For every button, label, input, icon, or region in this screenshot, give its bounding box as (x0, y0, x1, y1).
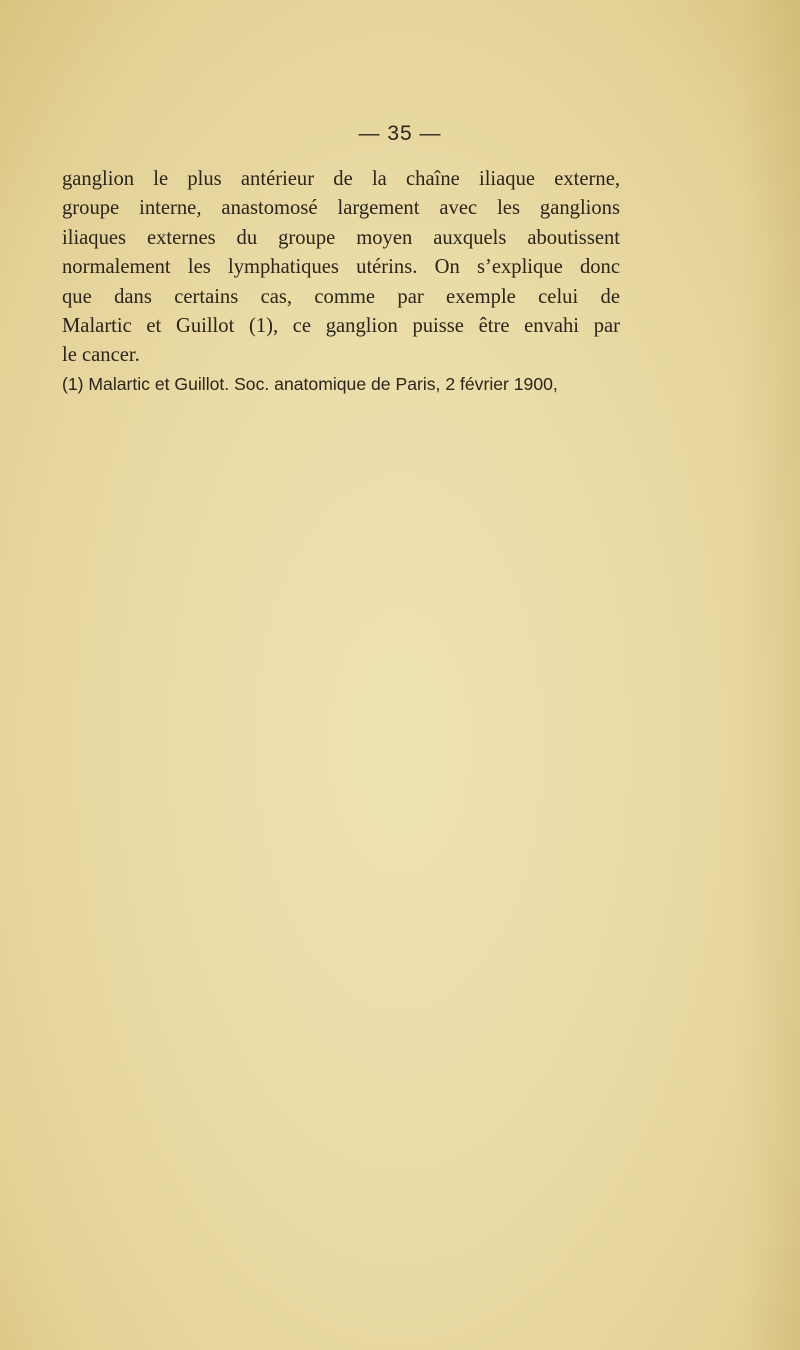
page-edge-shading (740, 0, 800, 1350)
body-line: le cancer. (62, 344, 140, 367)
body-line: normalement les lymphatiques utérins. On s’explique donc (62, 256, 620, 279)
page-number: — 35 — (358, 122, 442, 145)
body-line: que dans certains cas, comme par exemple celui de (62, 285, 620, 308)
footnote: (1) Malartic et Guillot. Soc. anatomique de Paris, 2 février 1900, (62, 374, 558, 394)
body-line: iliaques externes du groupe moyen auxquels aboutissent (62, 226, 620, 249)
body-line: ganglion le plus antérieur de la chaîne iliaque externe, (62, 168, 620, 190)
body-paragraph (62, 165, 620, 371)
body-line: Malartic et Guillot (1), ce ganglion puisse être envahi par (62, 315, 620, 338)
body-line: groupe interne, anastomosé largement avec les ganglions (62, 197, 620, 220)
